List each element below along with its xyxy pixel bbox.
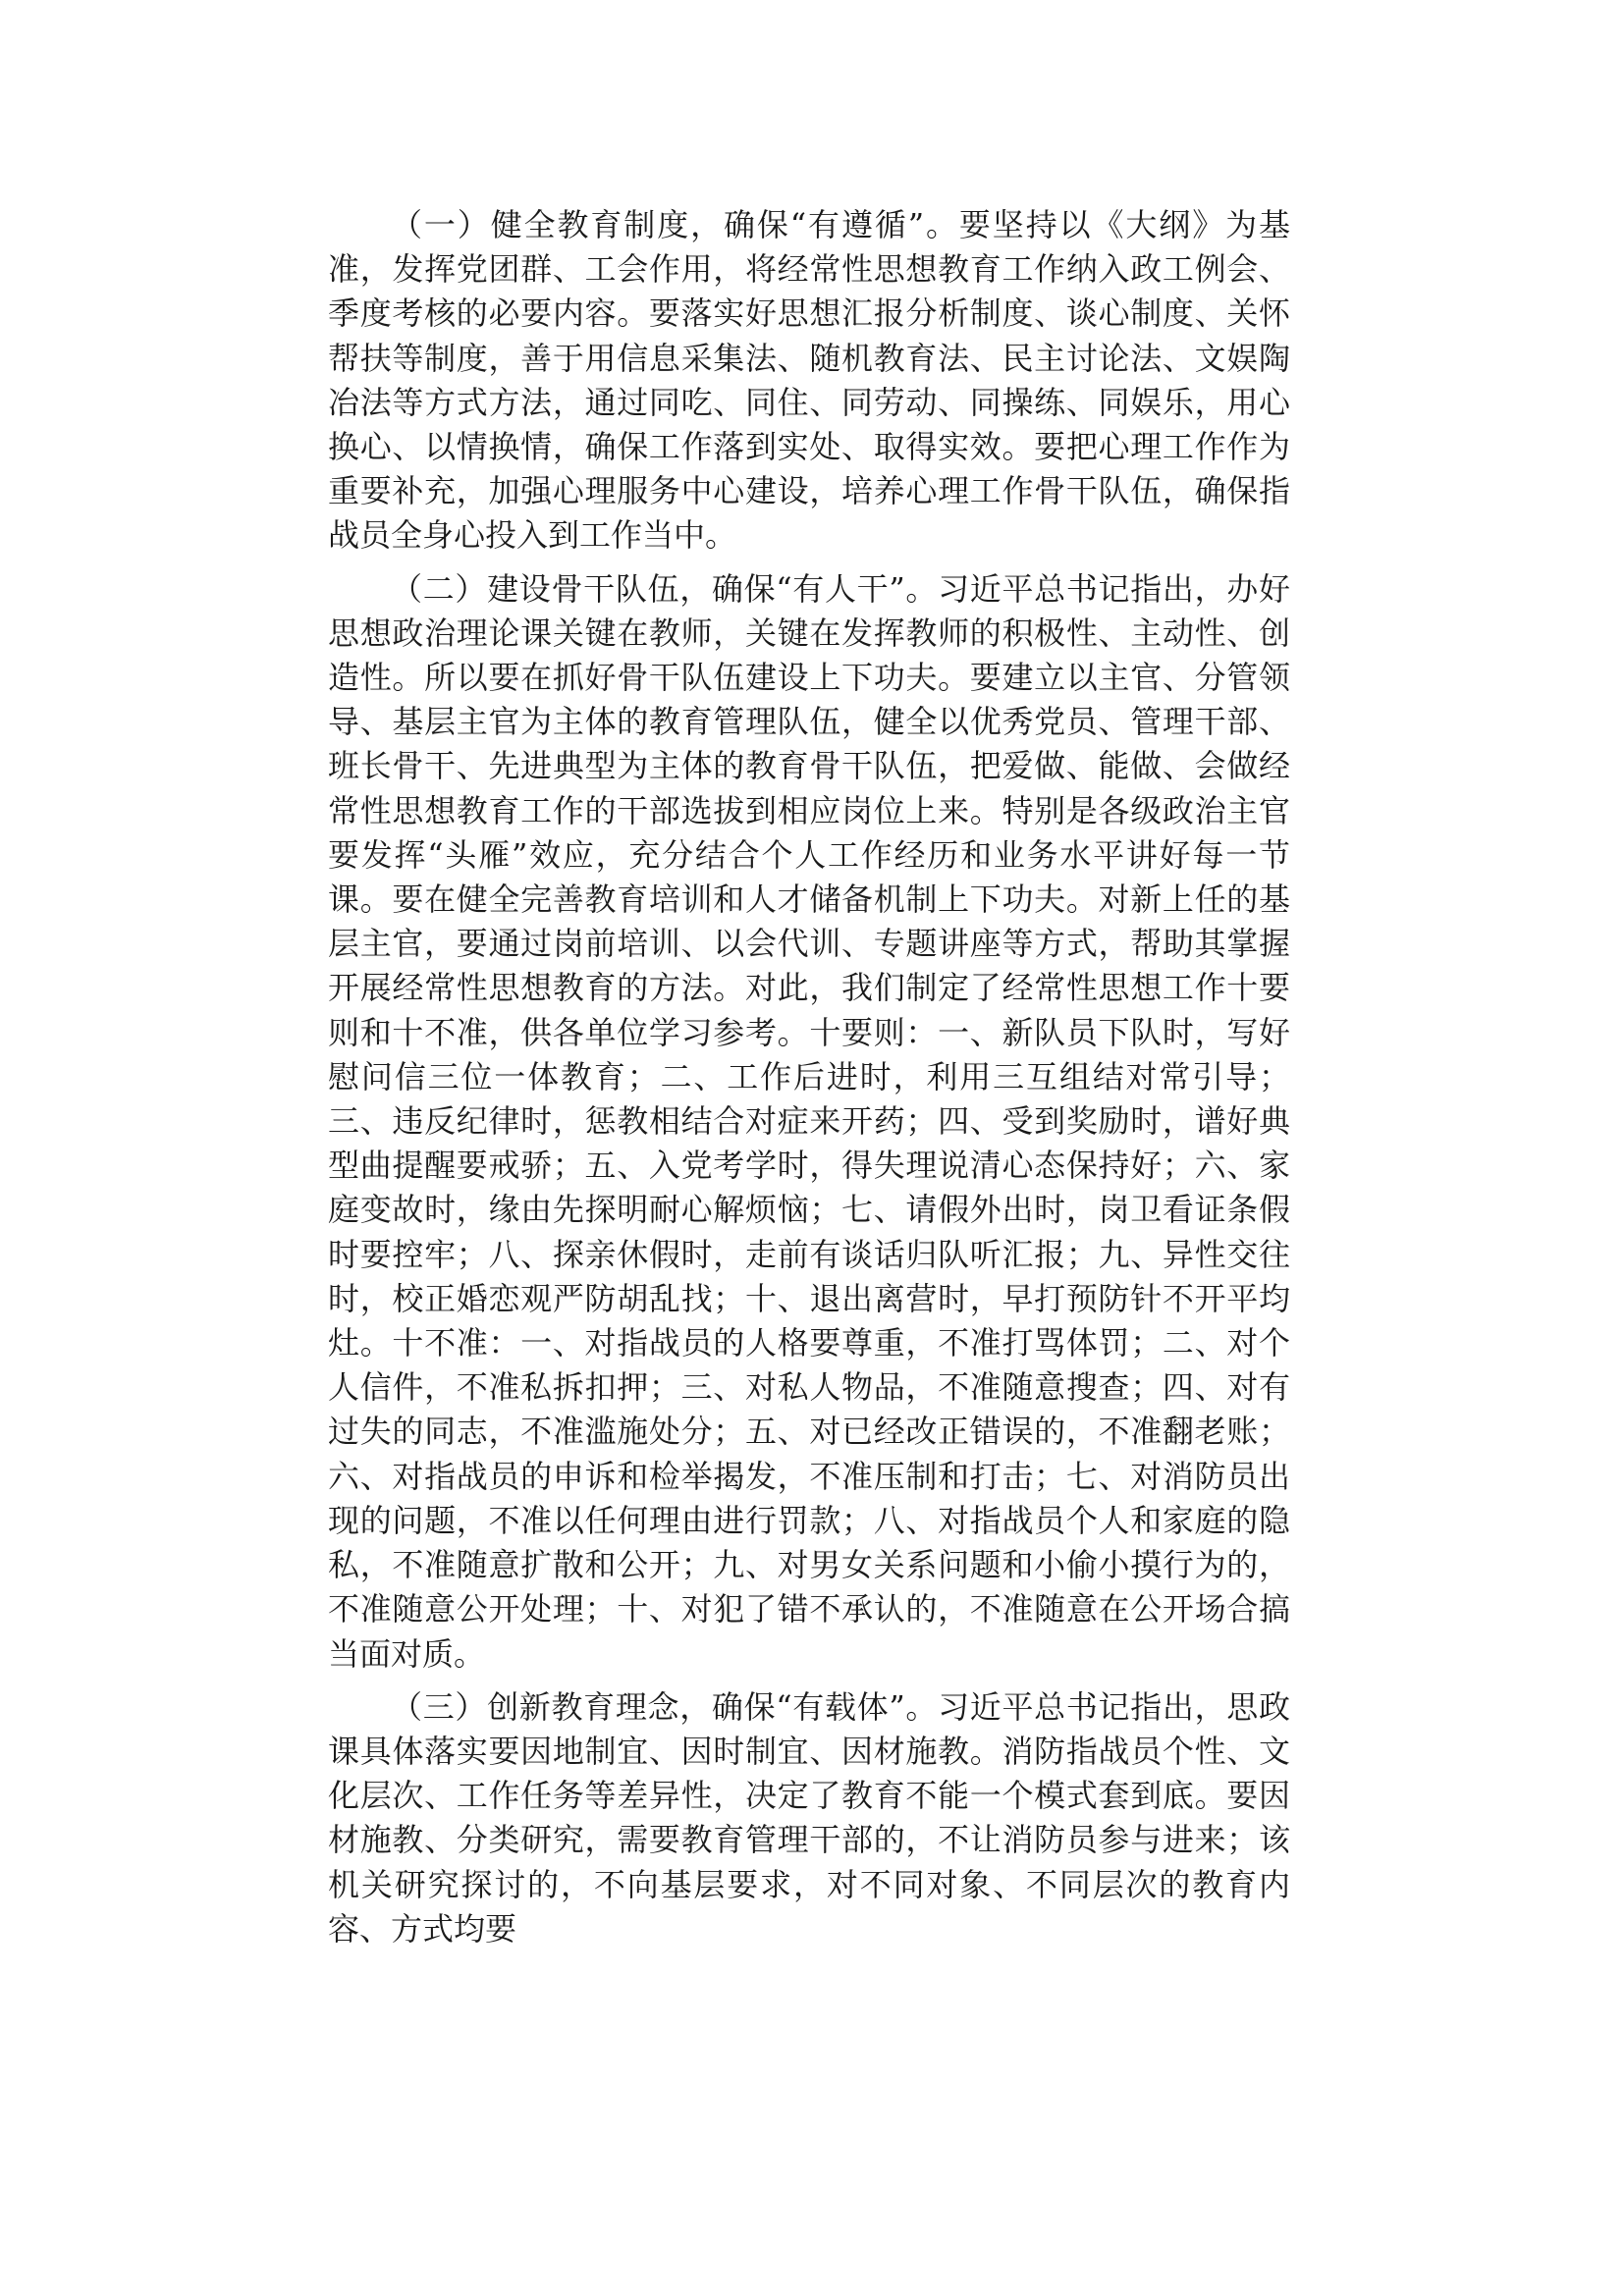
paragraph-education-system: （一）健全教育制度，确保“有遵循”。要坚持以《大纲》为基准，发挥党团群、工会作用，将经常性思想教育工作纳入政工例会、季度考核的必要内容。要落实好思想汇报分析制度、谈心制度、关怀帮扶等制度，善于用信息采集法、随机教育法、民主讨论法、文娱陶冶法等方式方法，通过同吃、同住、同劳动、同操练、同娱乐，用心换心、以情换情，确保工作落到实处、取得实效。要把心理工作作为重要补充，加强心理服务中心建设，培养心理工作骨干队伍，确保指战员全身心投入到工作当中。 xyxy=(328,206,1290,555)
document-body xyxy=(328,203,1290,1960)
paragraph-education-concept: （三）创新教育理念，确保“有载体”。习近平总书记指出，思政课具体落实要因地制宜、因时制宜、因材施教。消防指战员个性、文化层次、工作任务等差异性，决定了教育不能一个模式套到底。要因材施教、分类研究，需要教育管理干部的，不让消防员参与进来；该机关研究探讨的，不向基层要求，对不同对象、不同层次的教育内容、方式均要 xyxy=(328,1687,1290,1948)
paragraph-backbone-team: （二）建设骨干队伍，确保“有人干”。习近平总书记指出，办好思想政治理论课关键在教师，关键在发挥教师的积极性、主动性、创造性。所以要在抓好骨干队伍建设上下功夫。要建立以主官、分管领导、基层主官为主体的教育管理队伍，健全以优秀党员、管理干部、班长骨干、先进典型为主体的教育骨干队伍，把爱做、能做、会做经常性思想教育工作的干部选拔到相应岗位上来。特别是各级政治主官要发挥“头雁”效应，充分结合个人工作经历和业务水平讲好每一节课。要在健全完善教育培训和人才储备机制上下功夫。对新上任的基层主官，要通过岗前培训、以会代训、专题讲座等方式，帮助其掌握开展经常性思想教育的方法。对此，我们制定了经常性思想工作十要则和十不准，供各单位学习参考。十要则：一、新队员下队时，写好慰问信三位一体教育；二、工作后进时，利用三互组结对常引导；三、违反纪律时，惩教相结合对症来开药；四、受到奖励时，谱好典型曲提醒要戒骄；五、入党考学时，得失理说清心态保持好；六、家庭变故时，缘由先探明耐心解烦恼；七、请假外出时，岗卫看证条假时要控牢；八、探亲休假时，走前有谈话归队听汇报；九、异性交往时，校正婚恋观严防胡乱找；十、退出离营时，早打预防针不开平均灶。十不准：一、对指战员的人格要尊重，不准打骂体罚；二、对个人信件，不准私拆扣押；三、对私人物品，不准随意搜查；四、对有过失的同志，不准滥施处分；五、对已经改正错误的，不准翻老账；六、对指战员的申诉和检举揭发，不准压制和打击；七、对消防员出现的问题，不准以任何理由进行罚款；八、对指战员个人和家庭的隐私，不准随意扩散和公开；九、对男女关系问题和小偷小摸行为的，不准随意公开处理；十、对犯了错不承认的，不准随意在公开场合搞当面对质。 xyxy=(328,569,1290,1673)
